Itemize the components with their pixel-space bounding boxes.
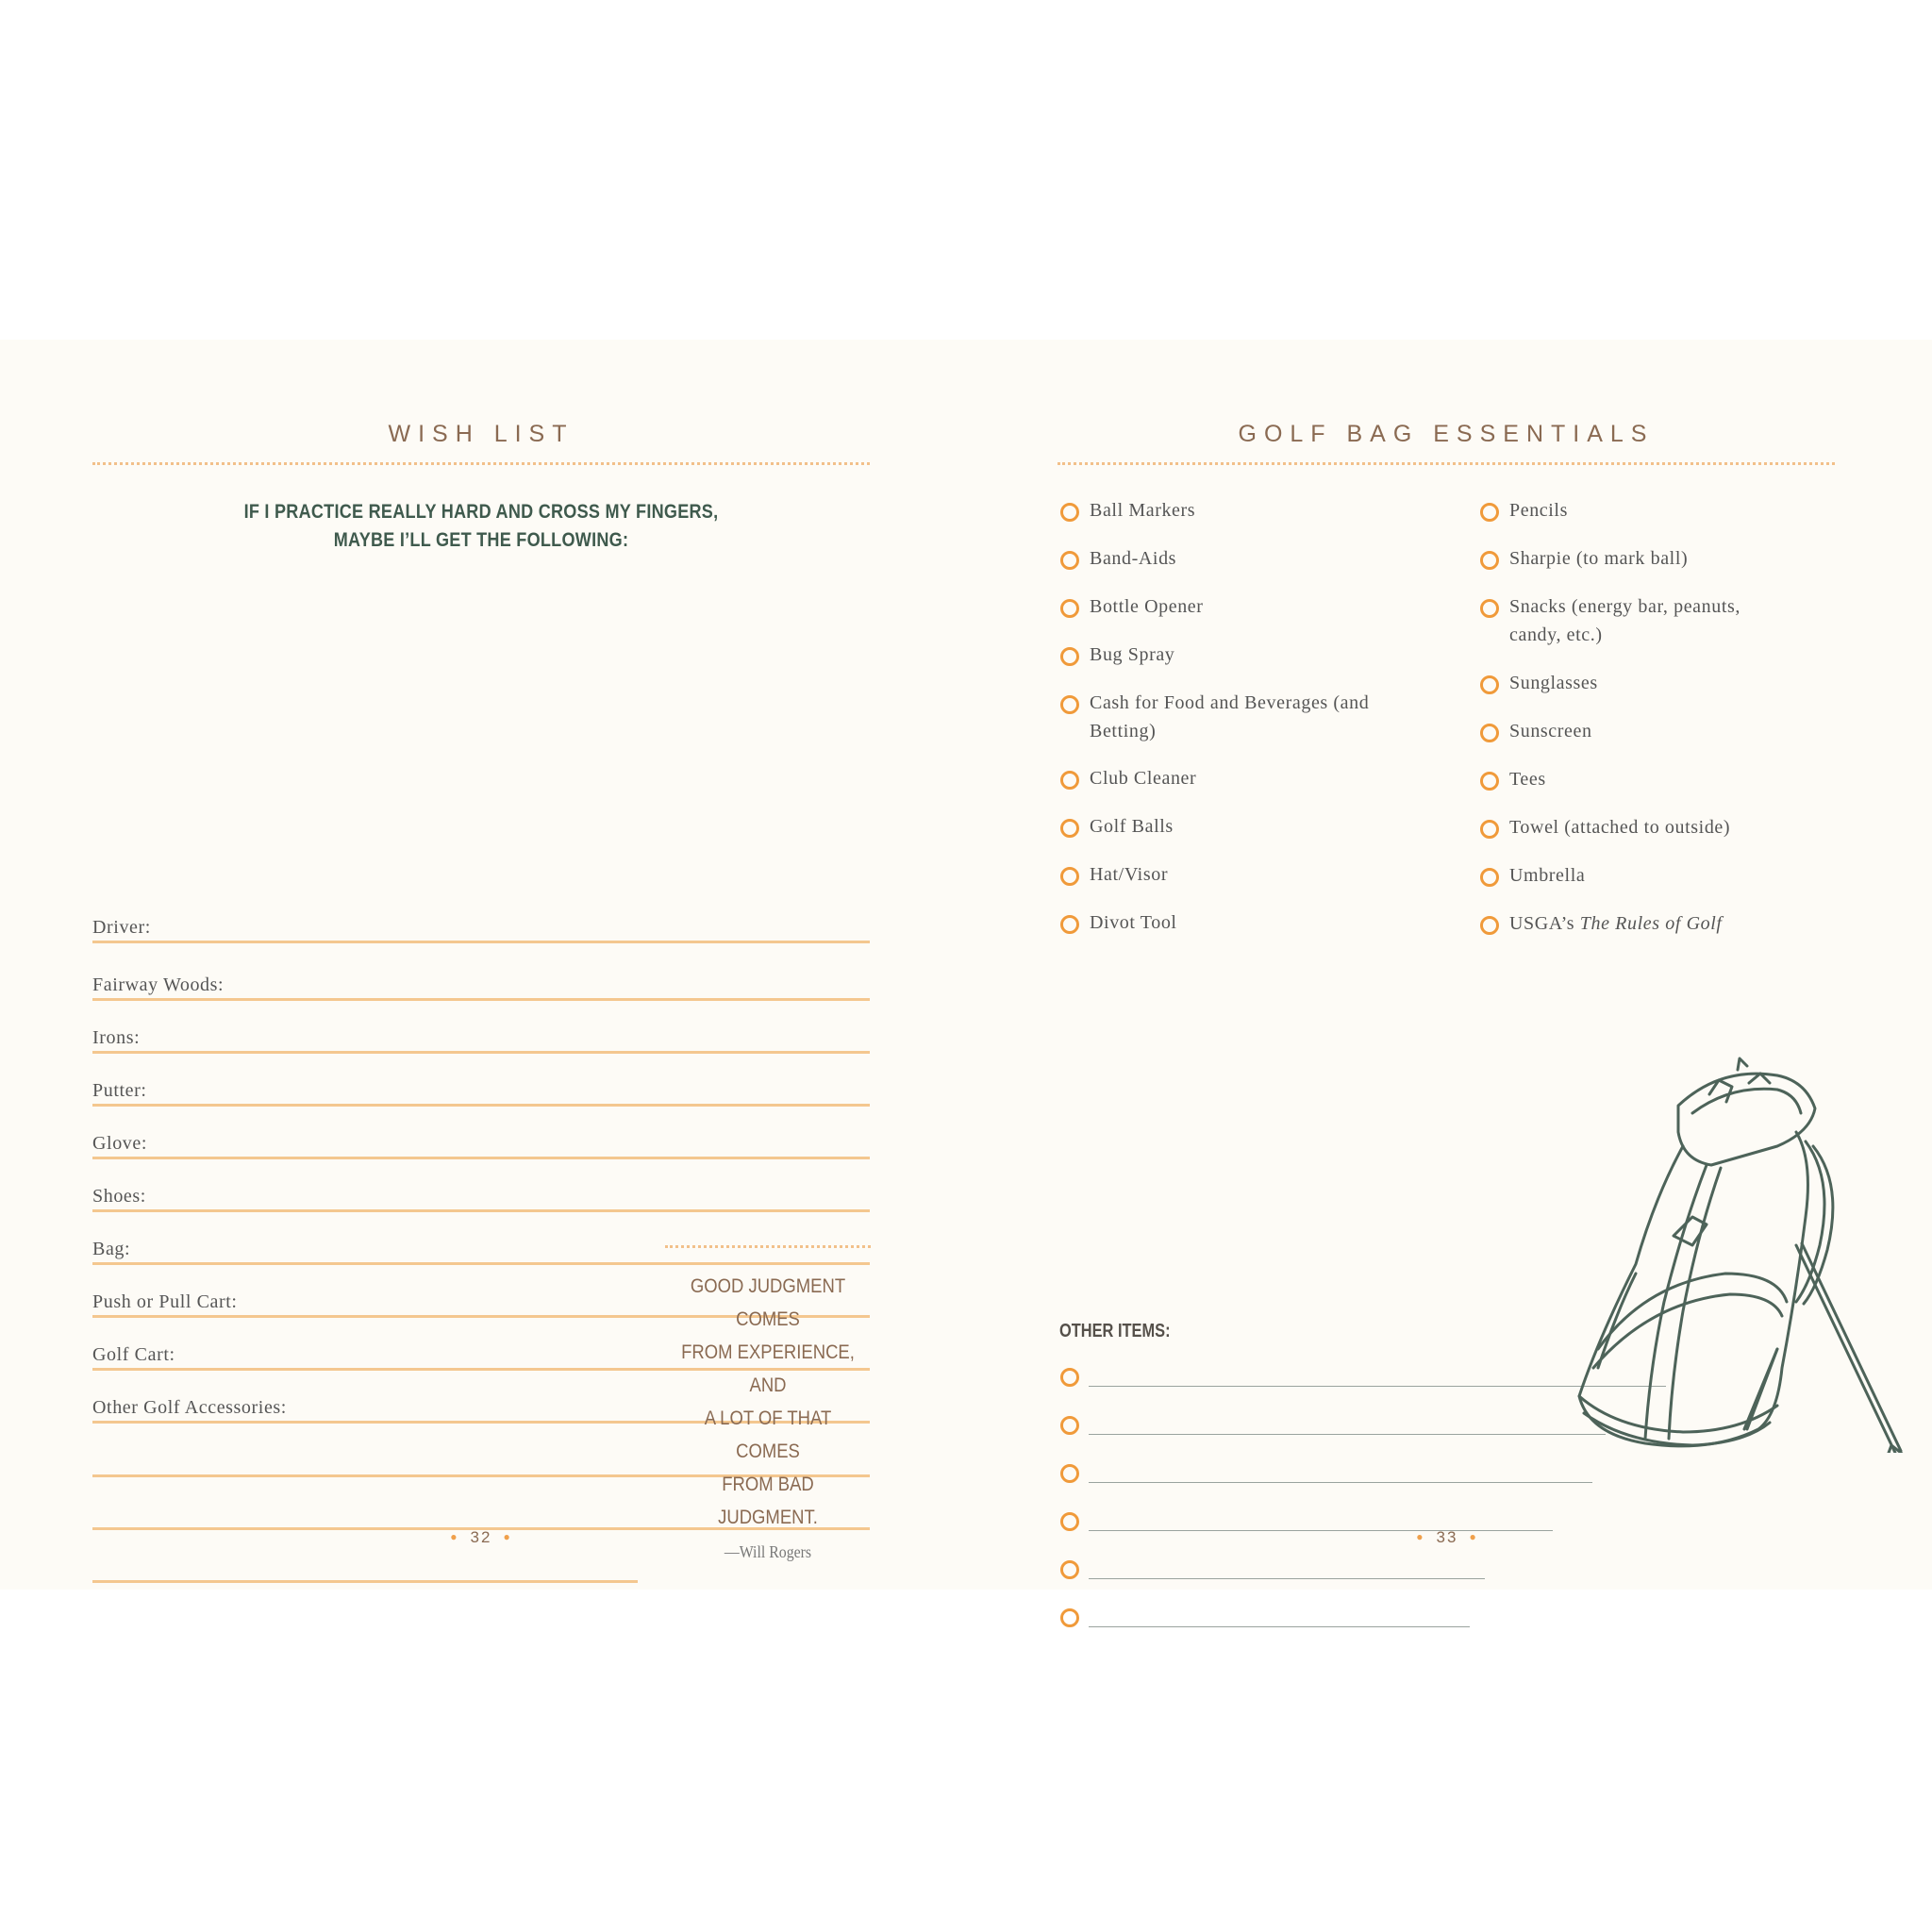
golf-bag-essentials-title: GOLF BAG ESSENTIALS	[1238, 421, 1655, 447]
quote-line: A LOT OF THAT COMES	[704, 1407, 832, 1462]
checkbox-circle-icon[interactable]	[1060, 503, 1079, 522]
checkbox-circle-icon[interactable]	[1060, 551, 1079, 570]
quote-author: —Will Rogers	[724, 1542, 812, 1561]
field-label: Glove:	[92, 1133, 148, 1154]
checklist-item[interactable]	[1060, 863, 1168, 889]
checkbox-circle-icon[interactable]	[1060, 1608, 1079, 1627]
field-fairway-woods[interactable]	[92, 972, 870, 1001]
blank-line[interactable]	[92, 1580, 638, 1583]
quote-line: FROM EXPERIENCE, AND	[681, 1341, 855, 1396]
checkbox-circle-icon[interactable]	[1060, 647, 1079, 666]
usga-prefix: USGA’s	[1509, 913, 1580, 934]
field-label: Driver:	[92, 917, 151, 938]
other-item-row[interactable]	[1060, 1557, 1485, 1579]
checklist-item[interactable]	[1480, 720, 1592, 745]
checklist-item[interactable]	[1480, 672, 1598, 697]
checkbox-circle-icon[interactable]	[1060, 819, 1079, 838]
other-item-line[interactable]	[1089, 1482, 1592, 1483]
wish-list-subheading	[147, 498, 816, 555]
quote-block	[677, 1270, 858, 1564]
page-right	[966, 340, 1932, 1590]
checklist-label	[1509, 909, 1723, 938]
page-number-left: ● 32 ●	[450, 1528, 512, 1546]
field-label: Other Golf Accessories:	[92, 1397, 287, 1418]
page-number-text: 33	[1436, 1528, 1458, 1546]
checklist-label: Pencils	[1509, 500, 1568, 521]
title-divider	[1058, 462, 1835, 465]
checklist-label: Ball Markers	[1090, 500, 1196, 521]
field-shoes[interactable]	[92, 1183, 870, 1212]
checkbox-circle-icon[interactable]	[1480, 820, 1499, 839]
checklist-item[interactable]	[1480, 499, 1568, 525]
quote-line: GOOD JUDGMENT COMES	[690, 1275, 846, 1330]
checklist-label: Sharpie (to mark ball)	[1509, 548, 1689, 569]
checkbox-circle-icon[interactable]	[1060, 1512, 1079, 1531]
field-label: Irons:	[92, 1027, 141, 1048]
field-label: Push or Pull Cart:	[92, 1291, 238, 1312]
checkbox-circle-icon[interactable]	[1060, 771, 1079, 790]
field-irons[interactable]	[92, 1024, 870, 1054]
checkbox-circle-icon[interactable]	[1060, 1416, 1079, 1435]
checkbox-circle-icon[interactable]	[1480, 916, 1499, 935]
field-label: Bag:	[92, 1239, 131, 1259]
checklist-label: Cash for Food and Beverages (and Betting)	[1090, 692, 1370, 741]
checklist-label: Tees	[1509, 769, 1546, 790]
checklist-label: Towel (attached to outside)	[1509, 817, 1731, 838]
checklist-label: Snacks (energy bar, peanuts, candy, etc.)	[1509, 596, 1741, 645]
checklist-label: Divot Tool	[1090, 912, 1177, 933]
checklist-item[interactable]	[1480, 864, 1585, 890]
golf-bag-illustration-icon	[1494, 1057, 1909, 1453]
checklist-label: Bottle Opener	[1090, 596, 1204, 617]
checklist-label: Umbrella	[1509, 865, 1586, 886]
wish-list-title: WISH LIST	[388, 421, 575, 447]
checkbox-circle-icon[interactable]	[1480, 675, 1499, 694]
checkbox-circle-icon[interactable]	[1060, 1464, 1079, 1483]
checklist-item[interactable]	[1060, 691, 1381, 745]
checklist-item[interactable]	[1060, 499, 1195, 525]
checklist-label: Sunscreen	[1509, 721, 1592, 741]
checklist-label: Band-Aids	[1090, 548, 1177, 569]
checkbox-circle-icon[interactable]	[1480, 503, 1499, 522]
field-bag[interactable]	[92, 1236, 870, 1265]
quote-divider-top	[665, 1245, 871, 1248]
other-item-line[interactable]	[1089, 1578, 1485, 1579]
field-label: Fairway Woods:	[92, 974, 225, 995]
checkbox-circle-icon[interactable]	[1060, 1560, 1079, 1579]
checklist-label: Hat/Visor	[1090, 864, 1169, 885]
checklist-item[interactable]	[1480, 547, 1688, 573]
other-item-row[interactable]	[1060, 1460, 1592, 1483]
rules-of-golf-title: The Rules of Golf	[1579, 913, 1723, 934]
checkbox-circle-icon[interactable]	[1060, 695, 1079, 714]
book-spread	[0, 340, 1932, 1590]
field-label: Shoes:	[92, 1186, 146, 1207]
checklist-item[interactable]	[1060, 815, 1174, 841]
quote-line: FROM BAD JUDGMENT.	[718, 1474, 818, 1528]
subheading-line-2: MAYBE I’LL GET THE FOLLOWING:	[333, 529, 629, 551]
field-glove[interactable]	[92, 1130, 870, 1159]
other-item-row[interactable]	[1060, 1605, 1470, 1627]
checkbox-circle-icon[interactable]	[1480, 868, 1499, 887]
checklist-item[interactable]	[1480, 768, 1546, 793]
checklist-item[interactable]	[1480, 912, 1723, 938]
subheading-line-1: IF I PRACTICE REALLY HARD AND CROSS MY FINGERS,	[243, 501, 719, 523]
checklist-item[interactable]	[1060, 643, 1174, 669]
checklist-item[interactable]	[1060, 911, 1177, 937]
checkbox-circle-icon[interactable]	[1480, 772, 1499, 791]
checklist-item[interactable]	[1480, 816, 1730, 841]
checklist-label: Golf Balls	[1090, 816, 1174, 837]
checklist-item[interactable]	[1480, 595, 1791, 649]
checklist-item[interactable]	[1060, 595, 1204, 621]
checklist-label: Sunglasses	[1509, 673, 1598, 693]
field-label: Golf Cart:	[92, 1344, 175, 1365]
field-putter[interactable]	[92, 1077, 870, 1107]
other-items-heading: OTHER ITEMS:	[1059, 1321, 1171, 1341]
checkbox-circle-icon[interactable]	[1060, 1368, 1079, 1387]
checkbox-circle-icon[interactable]	[1060, 915, 1079, 934]
checklist-label: Bug Spray	[1090, 644, 1175, 665]
checkbox-circle-icon[interactable]	[1060, 867, 1079, 886]
field-driver[interactable]	[92, 914, 870, 943]
checklist-item[interactable]	[1060, 547, 1176, 573]
checklist-item[interactable]	[1060, 767, 1196, 792]
checkbox-circle-icon[interactable]	[1060, 599, 1079, 618]
checkbox-circle-icon[interactable]	[1480, 551, 1499, 570]
field-label: Putter:	[92, 1080, 147, 1101]
checkbox-circle-icon[interactable]	[1480, 599, 1499, 618]
checklist-label: Club Cleaner	[1090, 768, 1197, 789]
page-number-right: ● 33 ●	[1416, 1528, 1478, 1546]
checkbox-circle-icon[interactable]	[1480, 724, 1499, 742]
page-left	[0, 340, 966, 1590]
page-number-text: 32	[470, 1528, 492, 1546]
other-item-line[interactable]	[1089, 1626, 1470, 1627]
title-divider	[92, 462, 870, 465]
